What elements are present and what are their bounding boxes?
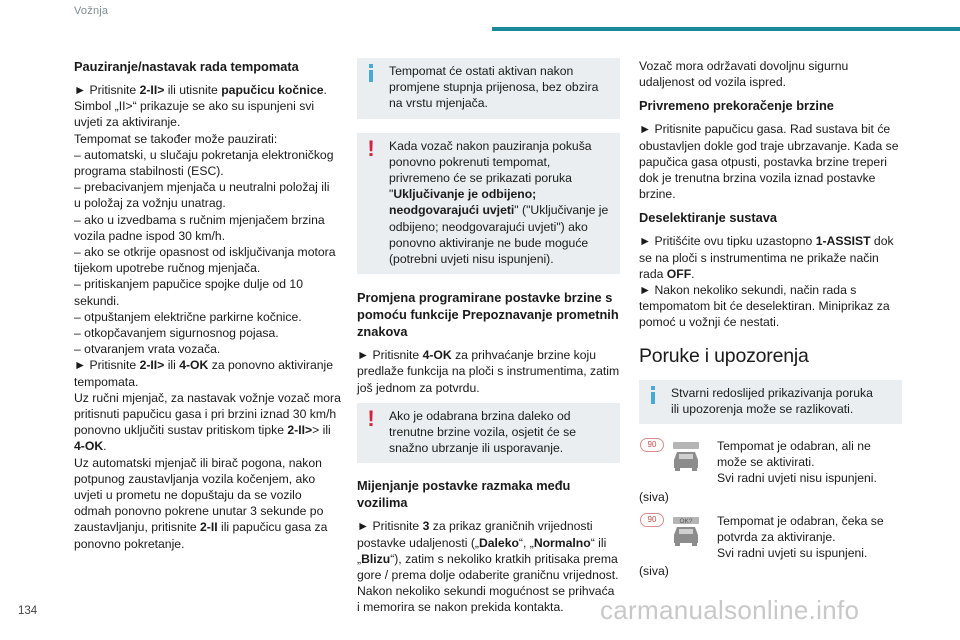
text: Uz automatski mjenjač ili birač pogona, nakon potpunog zaustavljanja vozila kočenjem, ako uvjeti u prometu ne dopuštaju da se vozilo odmah ponovno pokrene unutar 3 sekunde po zaustavljanju, pritisnite [74,455,324,535]
column-1 [74,58,342,552]
color-note: (siva) [639,489,669,504]
text-line: – otpuštanjem električne parkirne kočnice. [74,309,302,324]
text: . [691,266,695,281]
column-3 [639,58,902,584]
text-line: uvjeti za aktiviranje. [74,115,181,130]
warning-box [357,133,620,275]
message-line: Svi radni uvjeti nisu ispunjeni. [717,471,877,486]
warning-box [357,403,620,464]
paragraph: ► Pritisnite papučicu gasa. Rad sustava bit će obustavljen dokle god traje ubrzavanje. Kada se papučica gasa otpusti, postavka brzine treperi dok je trenutna brzina vozila iznad postavke brzine. [639,122,899,202]
cruise-control-car-icon [671,440,701,472]
paragraph [357,518,620,615]
paragraph [74,455,342,552]
info-icon [365,64,377,85]
paragraph [74,390,342,455]
key-label: 4-OK [179,358,209,373]
paragraph [74,357,342,389]
key-label: 1-ASSIST [815,234,871,249]
text: . [103,439,107,454]
key-label: 2-II> [139,358,165,373]
section-title: Poruke i upozorenja [639,344,809,367]
text-line: – otkopčavanjem sigurnosnog pojasa. [74,326,279,341]
section-heading: Mijenjanje postavke razmaka među vozilima [357,478,571,511]
mode-label: OFF [666,266,692,281]
text-line: Simbol „II>“ prikazuje se ako su ispunjeni svi [74,99,315,114]
section-heading: Pauziranje/nastavak rada tempomata [74,59,299,74]
key-label: 4-OK [74,439,104,454]
text: Uz ručni mjenjač, za nastavak vožnje vozač mora pritisnuti papučicu gasa i pri brzini iznad 30 km/h ponovno uključiti sustav pritiskom tipke [74,390,341,438]
text: za prihvaćanje brzine koju predlaže funkcija na ploči s instrumentima, zatim još jednom za potvrdu. [357,348,620,395]
text: za prikaz graničnih vrijednosti postavke udaljenosti („ [357,519,593,550]
paragraph [357,347,620,396]
text: “, „ [518,535,534,550]
message-line: Tempomat je odabran, ali ne može se aktivirati. [717,439,871,470]
text: “ ili „ [357,535,607,566]
info-text: Stvarni redoslijed prikazivanja poruka ili upozorenja može se razlikovati. [671,385,873,416]
text-line: Tempomat se također može pauzirati: [74,131,278,146]
warning-icon: ! [367,135,375,161]
message-text [717,513,902,562]
info-box [639,380,902,424]
key-label: 4-OK [422,348,452,363]
watermark: carmanualsonline.info [600,595,860,625]
header-title: Vožnja [74,5,109,17]
text-line: – ako u izvedbama s ručnim mjenjačem brzina [74,212,325,227]
text: “), zatim s nekoliko kratkih pritisaka prema gore / prema dolje odaberite graničnu vrijednost. Nakon nekoliko sekundi mogućnost se prihvaća i memorira se nakon prekida kontakta. [357,551,619,615]
reference-number: 90 [640,513,664,527]
key-label: 2-II> [139,83,165,97]
message-text [717,438,902,487]
option-label: Normalno [533,535,591,550]
header-accent-bar [492,27,960,31]
color-note: (siva) [639,564,669,579]
paragraph [639,233,902,282]
text-line: programa stabilnosti (ESC). [74,164,224,179]
text-line: – otvaranjem vrata vozača. [74,342,221,357]
text: Pritisnite [86,83,140,97]
text-line: – ako se otkrije opasnost od isključivanja motora [74,245,336,260]
option-label: Daleko [478,535,519,550]
section-heading: Promjena programirane postavke brzine s pomoću funkcije Prepoznavanje prometnih znakova [357,290,619,340]
paragraph [74,82,342,98]
warning-icon: ! [367,405,375,431]
text: ili [164,358,180,373]
cruise-control-ok-icon [671,515,701,547]
message-item [639,513,902,580]
text: " ("Uključivanje je odbijeno; neodgovarajući uvjeti") ako ponovno aktiviranje ne bude moguće (potrebni uvjeti nisu ispunjeni). [389,203,609,267]
paragraph: ► Nakon nekoliko sekundi, način rada s tempomatom bit će deselektiran. Miniprikaz za pomoć u vožnji će nestati. [639,283,890,330]
column-2 [357,58,620,623]
key-label: 2-II> [287,423,313,438]
ok-badge: OK? [679,517,693,525]
text: > ili [312,423,331,438]
message-item [639,438,902,505]
message-line: Tempomat je odabran, čeka se potvrda za aktiviranje. [717,513,884,545]
page-number: 134 [18,605,38,617]
section-heading: Privremeno prekoračenje brzine [639,98,834,114]
text-line: – pritiskanjem papučice spojke dulje od 10 [74,277,303,292]
section-heading: Deselektiranje sustava [639,210,778,226]
condition-list [74,98,342,357]
option-label: Blizu [361,551,391,566]
arrow-bullet: ► [74,83,87,97]
key-label: papučicu kočnice [221,83,324,97]
text: ili papučicu gasa za ponovno pokretanje. [74,520,328,551]
reference-number: 90 [640,438,664,452]
text-line: vozila padne ispod 30 km/h. [74,228,226,243]
text: ► Pritisnite [357,348,423,363]
message-label: Uključivanje je odbijeno; neodgovarajući uvjeti [389,187,537,218]
text: ► Pritišćite ovu tipku uzastopno [639,234,816,249]
key-label: 2-II [200,520,218,535]
text: . [323,83,327,97]
text: ► Pritisnite [74,358,140,373]
warning-text: Ako je odabrana brzina daleko od trenutne brzine vozila, osjetit će se snažno ubrzanje ili usporavanje. [389,408,576,456]
paragraph: Vozač mora održavati dovoljnu sigurnu udaljenost od vozila ispred. [639,59,849,90]
warning-text [367,135,614,268]
text: za ponovno aktiviranje tempomata. [74,358,334,389]
text-line: tijekom upotrebe ručnog mjenjača. [74,261,261,276]
text: ili utisnite [164,83,222,97]
text-line: – automatski, u slučaju pokretanja elektroničkog [74,147,334,162]
text: dok se na ploči s instrumentima ne prikaže način rada [639,234,894,281]
info-text: Tempomat će ostati aktivan nakon promjene stupnja prijenosa, bez obzira na vrstu mjenjača. [389,64,599,111]
text: Kada vozač nakon pauziranja pokuša ponovno pokrenuti tempomat, privremeno će se prikazati poruka " [389,138,592,202]
text: ► Pritisnite [357,519,423,534]
text-line: u položaj za vožnju unatrag. [74,196,226,211]
info-icon [647,386,659,407]
key-label: 3 [422,519,430,534]
text-line: sekundi. [74,293,120,308]
info-box [357,58,620,119]
message-line: Svi radni uvjeti su ispunjeni. [717,546,868,561]
text-line: – prebacivanjem mjenjača u neutralni položaj ili [74,180,330,195]
